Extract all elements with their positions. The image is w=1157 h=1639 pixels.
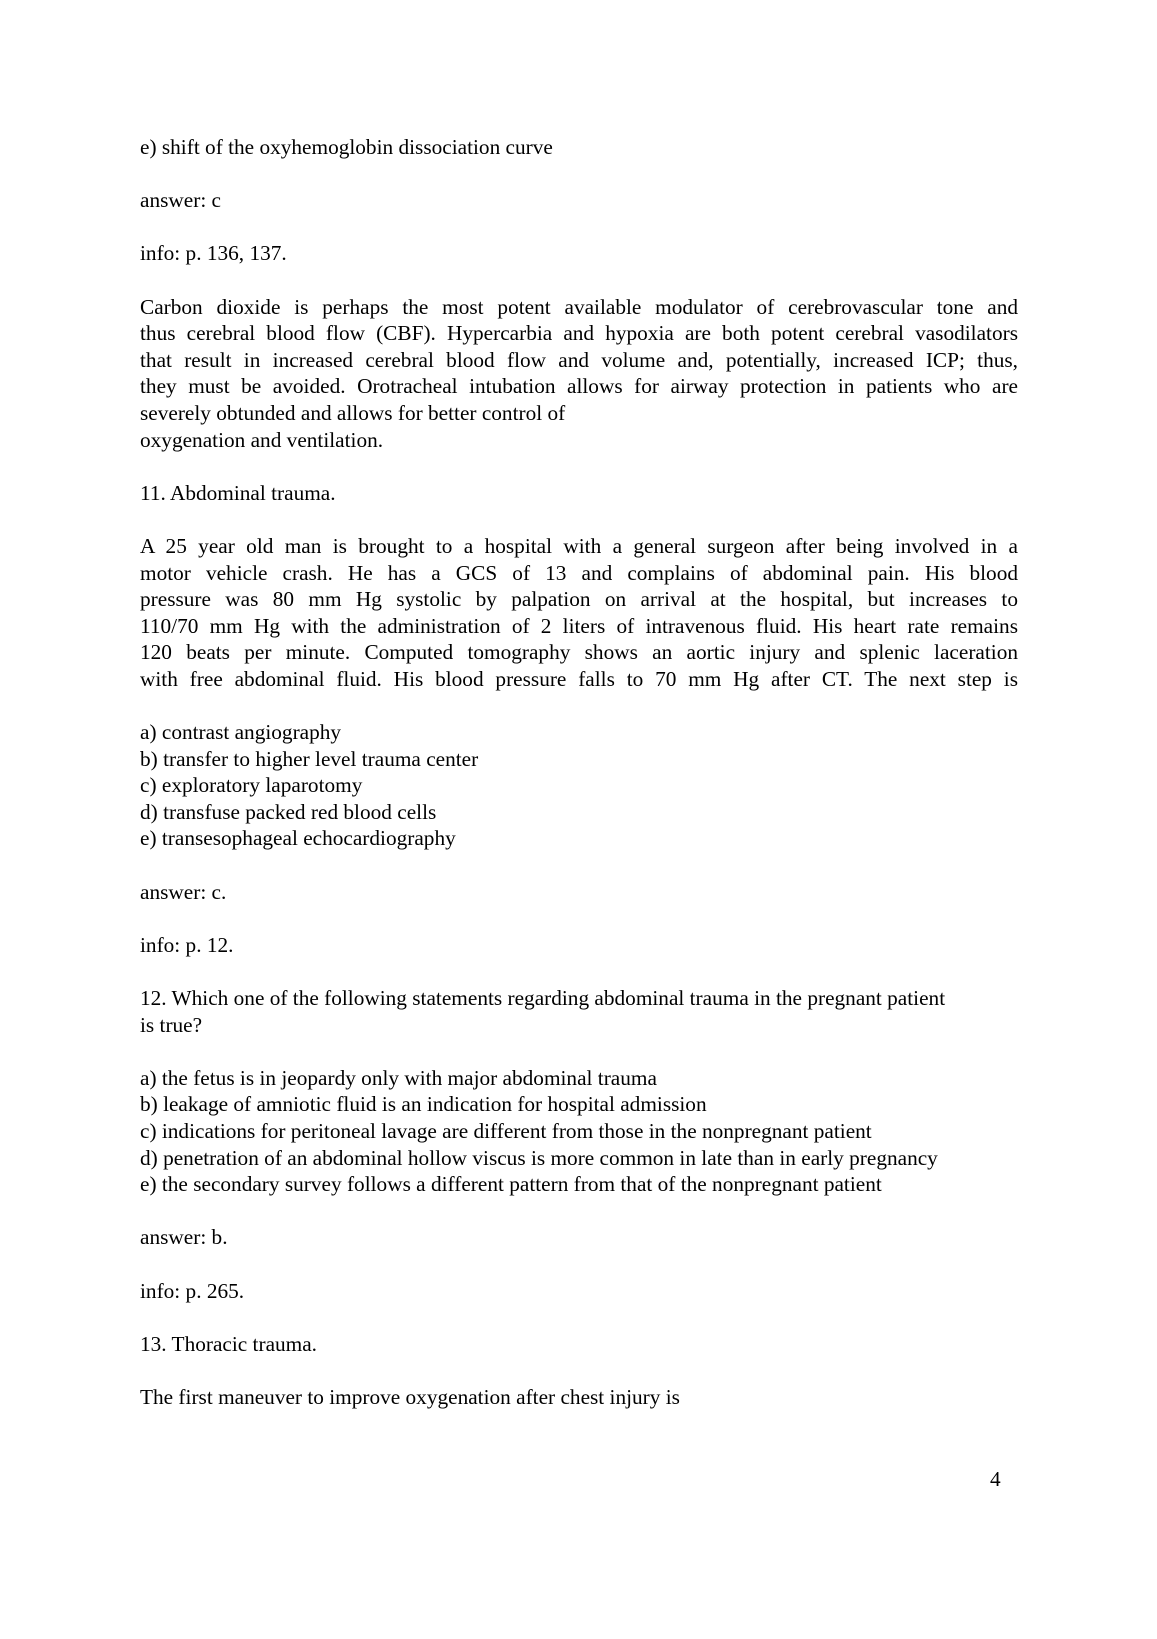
q12-info: info: p. 265. — [140, 1278, 245, 1303]
q12-option-d: d) penetration of an abdominal hollow viscus is more common in late than in early pregnancy — [140, 1145, 938, 1170]
q11-answer: answer: c. — [140, 879, 227, 904]
q11-heading: 11. Abdominal trauma. — [140, 480, 336, 505]
explanation-line: thus cerebral blood flow (CBF). Hypercarbia and hypoxia are both potent cerebral vasodilators — [140, 321, 1018, 346]
q10-answer: answer: c — [140, 188, 222, 213]
q11-option-c: c) exploratory laparotomy — [140, 773, 363, 798]
q11-info: info: p. 12. — [140, 932, 234, 957]
stem-line: motor vehicle crash. He has a GCS of 13 and complains of abdominal pain. His blood — [140, 560, 1018, 585]
q12-option-b: b) leakage of amniotic fluid is an indication for hospital admission — [140, 1092, 707, 1117]
stem-line: 110/70 mm Hg with the administration of 2 liters of intravenous fluid. His heart rate remains — [140, 613, 1018, 638]
explanation-line: oxygenation and ventilation. — [140, 427, 384, 452]
page-number: 4 — [990, 1467, 1001, 1491]
explanation-line: severely obtunded and allows for better control of — [140, 400, 566, 425]
stem-line: is true? — [140, 1012, 203, 1037]
q11-option-e: e) transesophageal echocardiography — [140, 826, 456, 851]
q10-explanation — [140, 294, 1018, 454]
q11-option-a: a) contrast angiography — [140, 720, 342, 745]
explanation-line: they must be avoided. Orotracheal intubation allows for airway protection in patients who are — [140, 374, 1018, 399]
stem-line: 12. Which one of the following statements regarding abdominal trauma in the pregnant patient — [140, 986, 946, 1010]
q13-stem: The first maneuver to improve oxygenation after chest injury is — [140, 1384, 680, 1409]
document-page — [140, 134, 1018, 1411]
explanation-line: Carbon dioxide is perhaps the most potent available modulator of cerebrovascular tone and — [140, 294, 1018, 319]
q12-option-c: c) indications for peritoneal lavage are different from those in the nonpregnant patient — [140, 1118, 872, 1143]
explanation-line: that result in increased cerebral blood flow and volume and, potentially, increased ICP; thus, — [140, 347, 1018, 372]
q12-answer: answer: b. — [140, 1225, 228, 1250]
q12-option-a: a) the fetus is in jeopardy only with major abdominal trauma — [140, 1065, 657, 1090]
q11-option-b: b) transfer to higher level trauma center — [140, 746, 479, 771]
stem-line: A 25 year old man is brought to a hospital with a general surgeon after being involved in a — [140, 533, 1018, 558]
q11-option-d: d) transfuse packed red blood cells — [140, 799, 437, 824]
q11-stem — [140, 533, 1018, 693]
q13-heading: 13. Thoracic trauma. — [140, 1331, 318, 1356]
q11-options — [140, 719, 1018, 852]
q10-option-e: e) shift of the oxyhemoglobin dissociation curve — [140, 135, 553, 159]
stem-line: pressure was 80 mm Hg systolic by palpation on arrival at the hospital, but increases to — [140, 587, 1018, 612]
q12-options — [140, 1065, 1018, 1198]
stem-line: 120 beats per minute. Computed tomography shows an aortic injury and splenic laceration — [140, 640, 1018, 665]
q12-option-e: e) the secondary survey follows a different pattern from that of the nonpregnant patient — [140, 1172, 882, 1197]
q12-stem — [140, 985, 1018, 1038]
stem-line: with free abdominal fluid. His blood pressure falls to 70 mm Hg after CT. The next step is — [140, 666, 1018, 691]
q10-info: info: p. 136, 137. — [140, 241, 287, 266]
